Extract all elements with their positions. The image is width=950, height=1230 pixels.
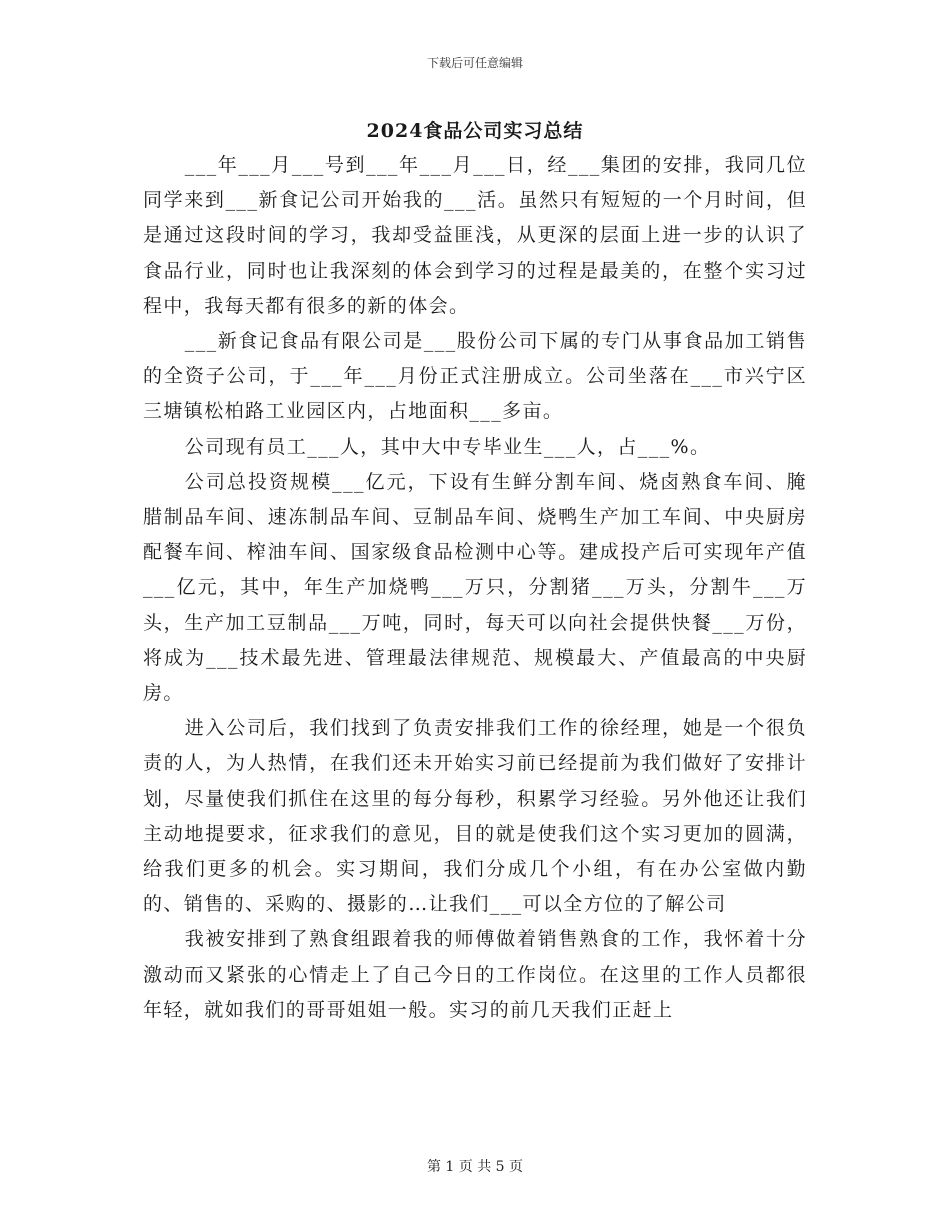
paragraph: ___年___月___号到___年___月___日，经___集团的安排，我同几位同学来到___新食记公司开始我的___活。虽然只有短短的一个月时间，但是通过这段时间的学习，我却受益匪浅，从更深的层面上进一步的认识了食品行业，同时也让我深刻的体会到学习的过程是最美的，在整个实习过程中，我每天都有很多的新的体会。 bbox=[143, 154, 807, 317]
document-body bbox=[143, 148, 807, 1028]
paragraph: 公司总投资规模___亿元，下设有生鲜分割车间、烧卤熟食车间、腌腊制品车间、速冻制品车间、豆制品车间、烧鸭生产加工车间、中央厨房配餐车间、榨油车间、国家级食品检测中心等。建成投产后可实现年产值___亿元，其中，年生产加烧鸭___万只，分割猪___万头，分割牛___万头，生产加工豆制品___万吨，同时，每天可以向社会提供快餐___万份，将成为___技术最先进、管理最法律规范、规模最大、产值最高的中央厨房。 bbox=[143, 470, 807, 705]
page-header-note: 下载后可任意编辑 bbox=[426, 56, 523, 70]
document-title: 2024食品公司实习总结 bbox=[366, 120, 584, 142]
paragraph: ___新食记食品有限公司是___股份公司下属的专门从事食品加工销售的全资子公司，于___年___月份正式注册成立。公司坐落在___市兴宁区三塘镇松柏路工业园区内，占地面积___多亩。 bbox=[143, 330, 807, 423]
paragraph: 我被安排到了熟食组跟着我的师傅做着销售熟食的工作，我怀着十分激动而又紧张的心情走上了自己今日的工作岗位。在这里的工作人员都很年轻，就如我们的哥哥姐姐一般。实习的前几天我们正赶上 bbox=[143, 928, 807, 1021]
paragraph: 进入公司后，我们找到了负责安排我们工作的徐经理，她是一个很负责的人，为人热情，在我们还未开始实习前已经提前为我们做好了安排计划，尽量使我们抓住在这里的每分每秒，积累学习经验。另外他还让我们主动地提要求，征求我们的意见，目的就是使我们这个实习更加的圆满，给我们更多的机会。实习期间，我们分成几个小组，有在办公室做内勤的、销售的、采购的、摄影的…让我们___可以全方位的了解公司 bbox=[143, 717, 807, 916]
page-number-footer: 第 1 页 共 5 页 bbox=[426, 1159, 524, 1175]
paragraph: 公司现有员工___人，其中大中专毕业生___人，占___%。 bbox=[184, 435, 711, 458]
